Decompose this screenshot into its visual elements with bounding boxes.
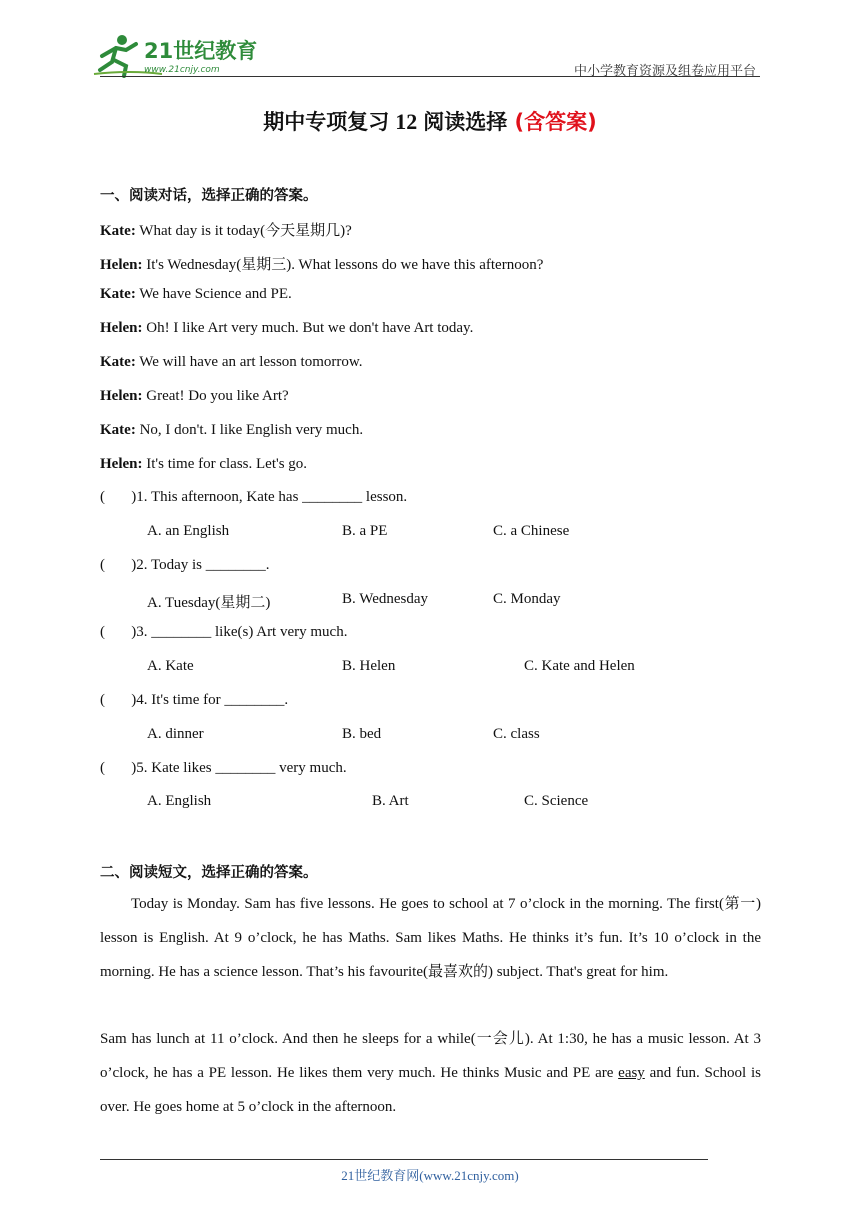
site-logo bbox=[92, 30, 262, 80]
dialogue-line: Kate: We have Science and PE. bbox=[100, 286, 292, 302]
question-1-option-a: A. an English bbox=[147, 523, 230, 539]
question-3-option-a: A. Kate bbox=[147, 658, 194, 674]
question-3-stem: ( )3. ________ like(s) Art very much. bbox=[100, 624, 348, 640]
section2-heading: 二、阅读短文，选择正确的答案。 bbox=[100, 865, 318, 881]
question-3-option-b: B. Helen bbox=[342, 658, 396, 674]
runner-logo-icon bbox=[92, 30, 262, 80]
page-title bbox=[0, 106, 860, 136]
dialogue-line: Helen: It's time for class. Let's go. bbox=[100, 456, 308, 472]
question-5-option-b: B. Art bbox=[372, 793, 409, 809]
question-2-stem: ( )2. Today is ________. bbox=[100, 557, 270, 573]
question-3-option-c: C. Kate and Helen bbox=[524, 658, 635, 674]
question-1-stem: ( )1. This afternoon, Kate has ________ lesson. bbox=[100, 489, 408, 505]
footer-text: 21世纪教育网(www.21cnjy.com) bbox=[341, 1168, 519, 1183]
passage-paragraph-1: Today is Monday. Sam has five lessons. He goes to school at 7 o’clock in the morning. The first(第一) lesson is English. At 9 o’clock, he has Maths. Sam likes Maths. He thinks it’s fun. It’s 10 o’clock in the morning. He has a science lesson. That’s his favourite(最喜欢的) subject. That's great for him. bbox=[100, 896, 761, 980]
dialogue-line: Kate: We will have an art lesson tomorrow. bbox=[100, 354, 363, 370]
dialogue-line: Kate: What day is it today(今天星期几)? bbox=[100, 223, 352, 239]
section1-heading: 一、阅读对话，选择正确的答案。 bbox=[100, 188, 318, 204]
dialogue-line: Helen: Great! Do you like Art? bbox=[100, 388, 289, 404]
svg-text:www.21cnjy.com: www.21cnjy.com bbox=[144, 65, 220, 75]
question-2-option-b: B. Wednesday bbox=[342, 591, 429, 607]
dialogue-line: Kate: No, I don't. I like English very much. bbox=[100, 422, 364, 438]
question-4-stem: ( )4. It's time for ________. bbox=[100, 692, 289, 708]
title-suffix: 阅读选择 bbox=[423, 110, 508, 134]
svg-text:21世纪教育: 21世纪教育 bbox=[144, 39, 258, 63]
title-prefix: 期中专项复习 bbox=[263, 110, 390, 134]
dialogue-line: Helen: It's Wednesday(星期三). What lessons do we have this afternoon? bbox=[100, 257, 544, 273]
question-4-option-b: B. bed bbox=[342, 726, 382, 742]
passage-paragraph-2: Sam has lunch at 11 o’clock. And then he sleeps for a while(一会儿). At 1:30, he has a music lesson. At 3 o’clock, he has a PE lesson. He likes them very much. He thinks Music and PE are easy and fun. School is over. He goes home at 5 o’clock in the afternoon. bbox=[100, 1031, 761, 1115]
header-divider bbox=[100, 76, 760, 77]
question-5-stem: ( )5. Kate likes ________ very much. bbox=[100, 760, 347, 776]
question-2-option-a: A. Tuesday(星期二) bbox=[147, 595, 271, 611]
question-5-option-a: A. English bbox=[147, 793, 212, 809]
underlined-word: easy bbox=[618, 1065, 645, 1081]
footer-divider bbox=[100, 1159, 708, 1160]
site-name: 中小学教育资源及组卷应用平台 bbox=[573, 64, 756, 79]
title-number: 12 bbox=[395, 109, 418, 134]
question-1-option-b: B. a PE bbox=[342, 523, 388, 539]
title-answer-note: (含答案) bbox=[514, 110, 597, 134]
question-1-option-c: C. a Chinese bbox=[493, 523, 570, 539]
question-4-option-a: A. dinner bbox=[147, 726, 204, 742]
question-5-option-c: C. Science bbox=[524, 793, 589, 809]
question-2-option-c: C. Monday bbox=[493, 591, 561, 607]
dialogue-line: Helen: Oh! I like Art very much. But we don't have Art today. bbox=[100, 320, 474, 336]
question-4-option-c: C. class bbox=[493, 726, 540, 742]
